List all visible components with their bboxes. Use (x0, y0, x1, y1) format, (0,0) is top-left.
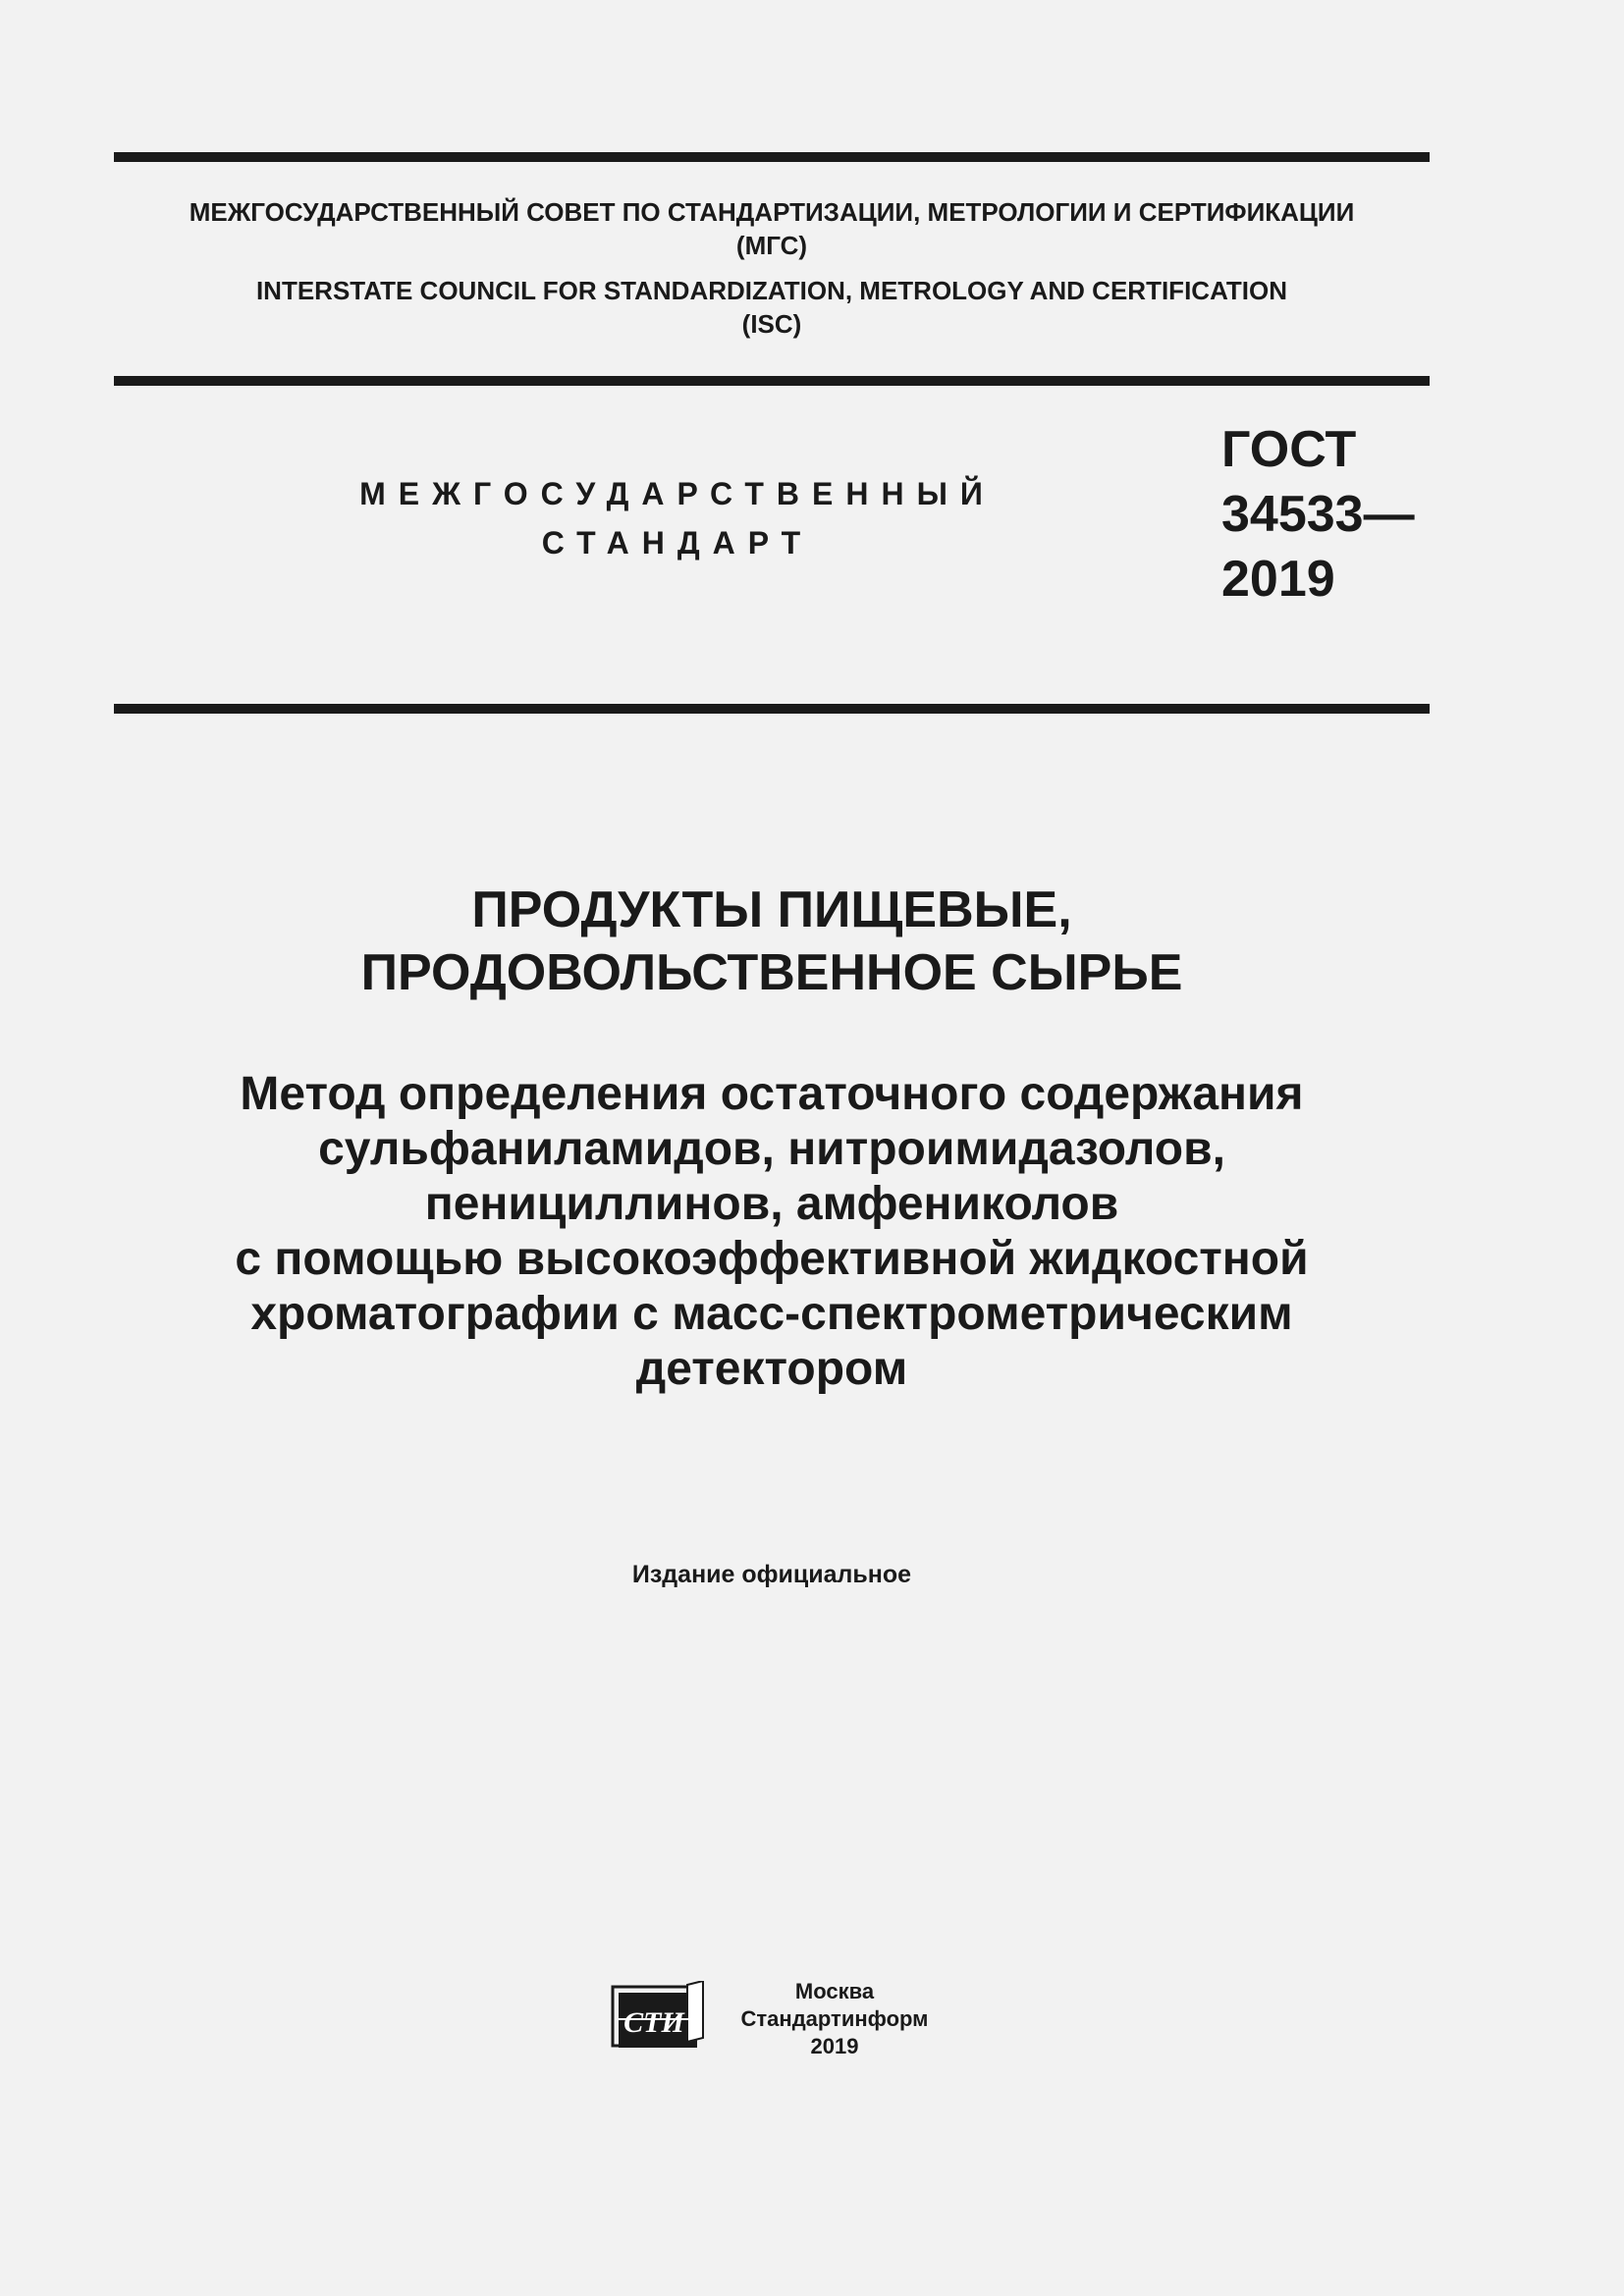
publisher-logo-icon (611, 1981, 705, 2050)
standard-type-line2: СТАНДАРТ (541, 525, 814, 561)
publisher-city: Москва (794, 1979, 875, 2003)
edition-label: Издание официальное (631, 1561, 912, 1588)
gost-designation (1221, 417, 1415, 612)
council-rule (114, 376, 1430, 386)
gost-number: 34533— (1221, 486, 1415, 543)
standard-type (324, 469, 1031, 567)
publisher-block (727, 1978, 943, 2060)
main-title (114, 879, 1430, 1004)
council-abbr-en: (ISC) (741, 309, 802, 339)
publisher-year: 2019 (810, 2034, 859, 2058)
top-rule (114, 152, 1430, 162)
council-name-en: INTERSTATE COUNCIL FOR STANDARDIZATION, METROLOGY AND CERTIFICATION (255, 276, 1288, 305)
subtitle (114, 1067, 1430, 1397)
subtitle-line: хроматографии с масс-спектрометрическим (250, 1288, 1293, 1340)
council-abbr-ru: (МГС) (735, 231, 808, 260)
subtitle-line: с помощью высокоэффективной жидкостной (235, 1233, 1309, 1285)
subtitle-line: Метод определения остаточного содержания (240, 1068, 1304, 1120)
main-title-line: ПРОДОВОЛЬСТВЕННОЕ СЫРЬЕ (360, 944, 1183, 1001)
main-title-line: ПРОДУКТЫ ПИЩЕВЫЕ, (471, 881, 1072, 938)
council-name-ru: МЕЖГОСУДАРСТВЕННЫЙ СОВЕТ ПО СТАНДАРТИЗАЦИИ, МЕТРОЛОГИИ И СЕРТИФИКАЦИИ (189, 197, 1355, 227)
council-header (114, 195, 1430, 341)
designation-rule (114, 704, 1430, 714)
publisher-logo-text: СТИ (623, 2006, 684, 2039)
standard-type-line1: МЕЖГОСУДАРСТВЕННЫЙ (359, 476, 996, 511)
subtitle-line: сульфаниламидов, нитроимидазолов, (318, 1123, 1225, 1175)
subtitle-line: детектором (635, 1343, 908, 1395)
subtitle-line: пенициллинов, амфениколов (424, 1178, 1119, 1230)
gost-year: 2019 (1221, 551, 1335, 608)
gost-prefix: ГОСТ (1221, 421, 1357, 478)
publisher-name: Стандартинформ (740, 2006, 929, 2031)
